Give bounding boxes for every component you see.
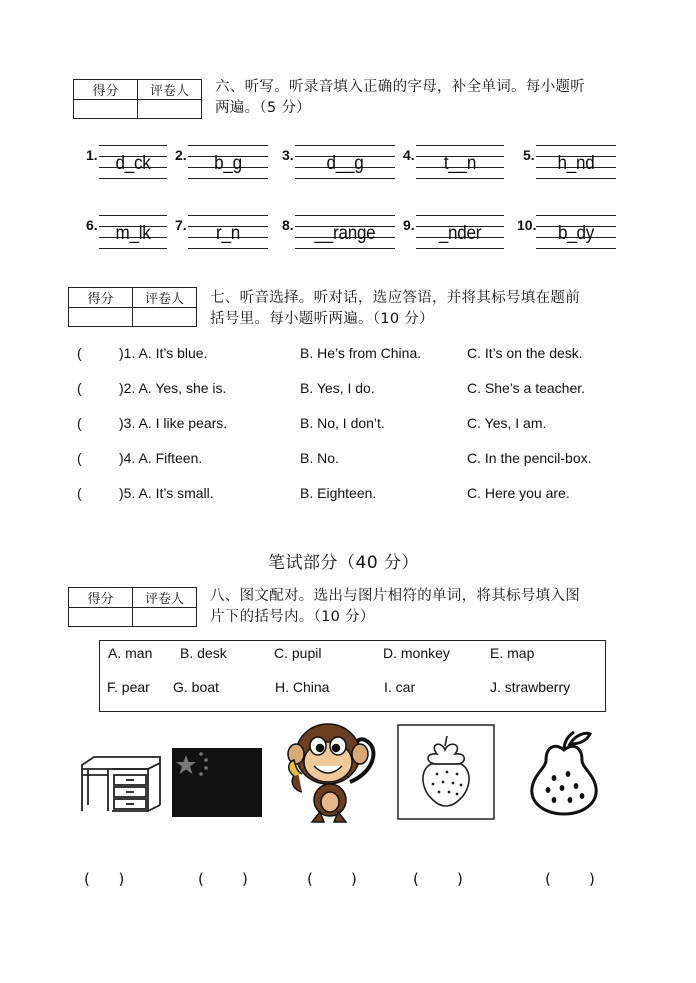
- written-part-title: 笔试部分（40 分）: [268, 553, 420, 573]
- option-i: I. car: [384, 679, 416, 695]
- grid-line: [99, 248, 167, 249]
- dictation-word: b_dy: [557, 223, 594, 244]
- dictation-number: 1.: [86, 147, 98, 163]
- answer-paren[interactable]: (: [77, 450, 82, 466]
- question-option-b: B. No, I don’t.: [300, 415, 385, 431]
- grid-line: [99, 178, 167, 179]
- grid-line: [99, 215, 167, 216]
- score-cell[interactable]: [69, 308, 133, 327]
- dictation-number: 8.: [282, 217, 294, 233]
- question-option-b: B. Eighteen.: [300, 485, 377, 501]
- score-label: 得分: [69, 588, 133, 608]
- china-flag-picture: [172, 748, 262, 817]
- section6-instructions: 六、听写。听录音填入正确的字母，补全单词。每小题听 两遍。（5 分）: [215, 79, 585, 116]
- grader-label: 评卷人: [133, 588, 197, 608]
- score-table-7: [68, 287, 197, 327]
- grid-line: [416, 145, 504, 146]
- score-label: 得分: [69, 288, 133, 308]
- grader-cell[interactable]: [133, 308, 197, 327]
- dictation-word: b_g: [214, 153, 242, 174]
- score-table-8: [68, 587, 197, 627]
- dictation-word: d_ck: [115, 153, 151, 174]
- option-a: A. man: [108, 645, 153, 661]
- dictation-word: t__n: [443, 153, 477, 174]
- question-option-c: C. She’s a teacher.: [467, 380, 586, 396]
- score-cell[interactable]: [74, 100, 138, 119]
- question-option-c: C. It’s on the desk.: [467, 345, 583, 361]
- grid-line: [416, 215, 504, 216]
- dictation-number: 6.: [86, 217, 98, 233]
- option-h: H. China: [275, 679, 330, 695]
- grid-line: [536, 145, 616, 146]
- grader-cell[interactable]: [138, 100, 202, 119]
- grid-line: [188, 248, 268, 249]
- dictation-item-4[interactable]: [403, 145, 504, 187]
- dictation-item-1[interactable]: [86, 145, 167, 187]
- grader-label: 评卷人: [133, 288, 197, 308]
- option-d: D. monkey: [383, 645, 450, 661]
- dictation-word: _nder: [438, 223, 482, 244]
- dictation-number: 7.: [175, 217, 187, 233]
- dictation-word: d__g: [326, 153, 364, 174]
- dictation-item-6[interactable]: [86, 215, 167, 257]
- pear-picture: [524, 728, 604, 816]
- option-g: G. boat: [173, 679, 219, 695]
- grid-line: [188, 178, 268, 179]
- question-option-b: B. No.: [300, 450, 339, 466]
- grid-line: [536, 248, 616, 249]
- answer-paren-1[interactable]: ( ): [84, 870, 125, 888]
- question-option-a: )1. A. It’s blue.: [119, 345, 208, 361]
- dictation-item-8[interactable]: [282, 215, 395, 257]
- dictation-item-3[interactable]: [282, 145, 395, 187]
- dictation-word: __range: [314, 223, 376, 244]
- dictation-number: 3.: [282, 147, 294, 163]
- dictation-number: 4.: [403, 147, 415, 163]
- grid-line: [416, 248, 504, 249]
- dictation-number: 9.: [403, 217, 415, 233]
- option-b: B. desk: [180, 645, 227, 661]
- grid-line: [416, 178, 504, 179]
- dictation-number: 5.: [523, 147, 535, 163]
- option-j: J. strawberry: [490, 679, 571, 695]
- score-cell[interactable]: [69, 608, 133, 627]
- strawberry-picture: [397, 724, 495, 820]
- grid-line: [536, 178, 616, 179]
- question-option-a: )4. A. Fifteen.: [119, 450, 203, 466]
- question-option-b: B. Yes, I do.: [300, 380, 375, 396]
- grid-line: [188, 215, 268, 216]
- answer-paren[interactable]: (: [77, 485, 82, 501]
- dictation-number: 10.: [517, 217, 537, 233]
- answer-paren-4[interactable]: ( ): [413, 870, 463, 888]
- question-option-a: )2. A. Yes, she is.: [119, 380, 227, 396]
- grid-line: [188, 145, 268, 146]
- answer-paren-3[interactable]: ( ): [307, 870, 357, 888]
- dictation-item-5[interactable]: [523, 145, 616, 187]
- section7-instructions: 七、听音选择。听对话，选应答语，并将其标号填在题前 括号里。每小题听两遍。（10 分）: [210, 290, 580, 327]
- question-option-a: )5. A. It’s small.: [119, 485, 214, 501]
- answer-paren-5[interactable]: ( ): [545, 870, 595, 888]
- option-f: F. pear: [107, 679, 150, 695]
- answer-paren[interactable]: (: [77, 415, 82, 431]
- dictation-item-10[interactable]: [517, 215, 616, 257]
- question-option-c: C. Yes, I am.: [467, 415, 547, 431]
- question-option-c: C. Here you are.: [467, 485, 570, 501]
- dictation-item-7[interactable]: [175, 215, 268, 257]
- question-option-a: )3. A. I like pears.: [119, 415, 228, 431]
- score-label: 得分: [74, 80, 138, 100]
- answer-paren[interactable]: (: [77, 345, 82, 361]
- option-c: C. pupil: [274, 645, 322, 661]
- grid-line: [295, 145, 395, 146]
- grid-line: [295, 178, 395, 179]
- dictation-item-2[interactable]: [175, 145, 268, 187]
- score-table-6: [73, 79, 202, 119]
- answer-paren[interactable]: (: [77, 380, 82, 396]
- grader-cell[interactable]: [133, 608, 197, 627]
- grid-line: [295, 215, 395, 216]
- monkey-picture: [280, 712, 380, 824]
- grid-line: [536, 215, 616, 216]
- section8-instructions: 八、图文配对。选出与图片相符的单词，将其标号填入图 片下的括号内。（10 分）: [210, 588, 580, 625]
- dictation-word: r_n: [216, 223, 240, 244]
- grid-line: [99, 145, 167, 146]
- desk-picture: [80, 755, 162, 815]
- question-option-c: C. In the pencil-box.: [467, 450, 592, 466]
- dictation-word: h_nd: [557, 153, 595, 174]
- option-e: E. map: [490, 645, 535, 661]
- question-option-b: B. He’s from China.: [300, 345, 422, 361]
- grader-label: 评卷人: [138, 80, 202, 100]
- dictation-number: 2.: [175, 147, 187, 163]
- dictation-word: m_lk: [115, 223, 151, 244]
- dictation-item-9[interactable]: [403, 215, 504, 257]
- grid-line: [295, 248, 395, 249]
- answer-paren-2[interactable]: ( ): [198, 870, 248, 888]
